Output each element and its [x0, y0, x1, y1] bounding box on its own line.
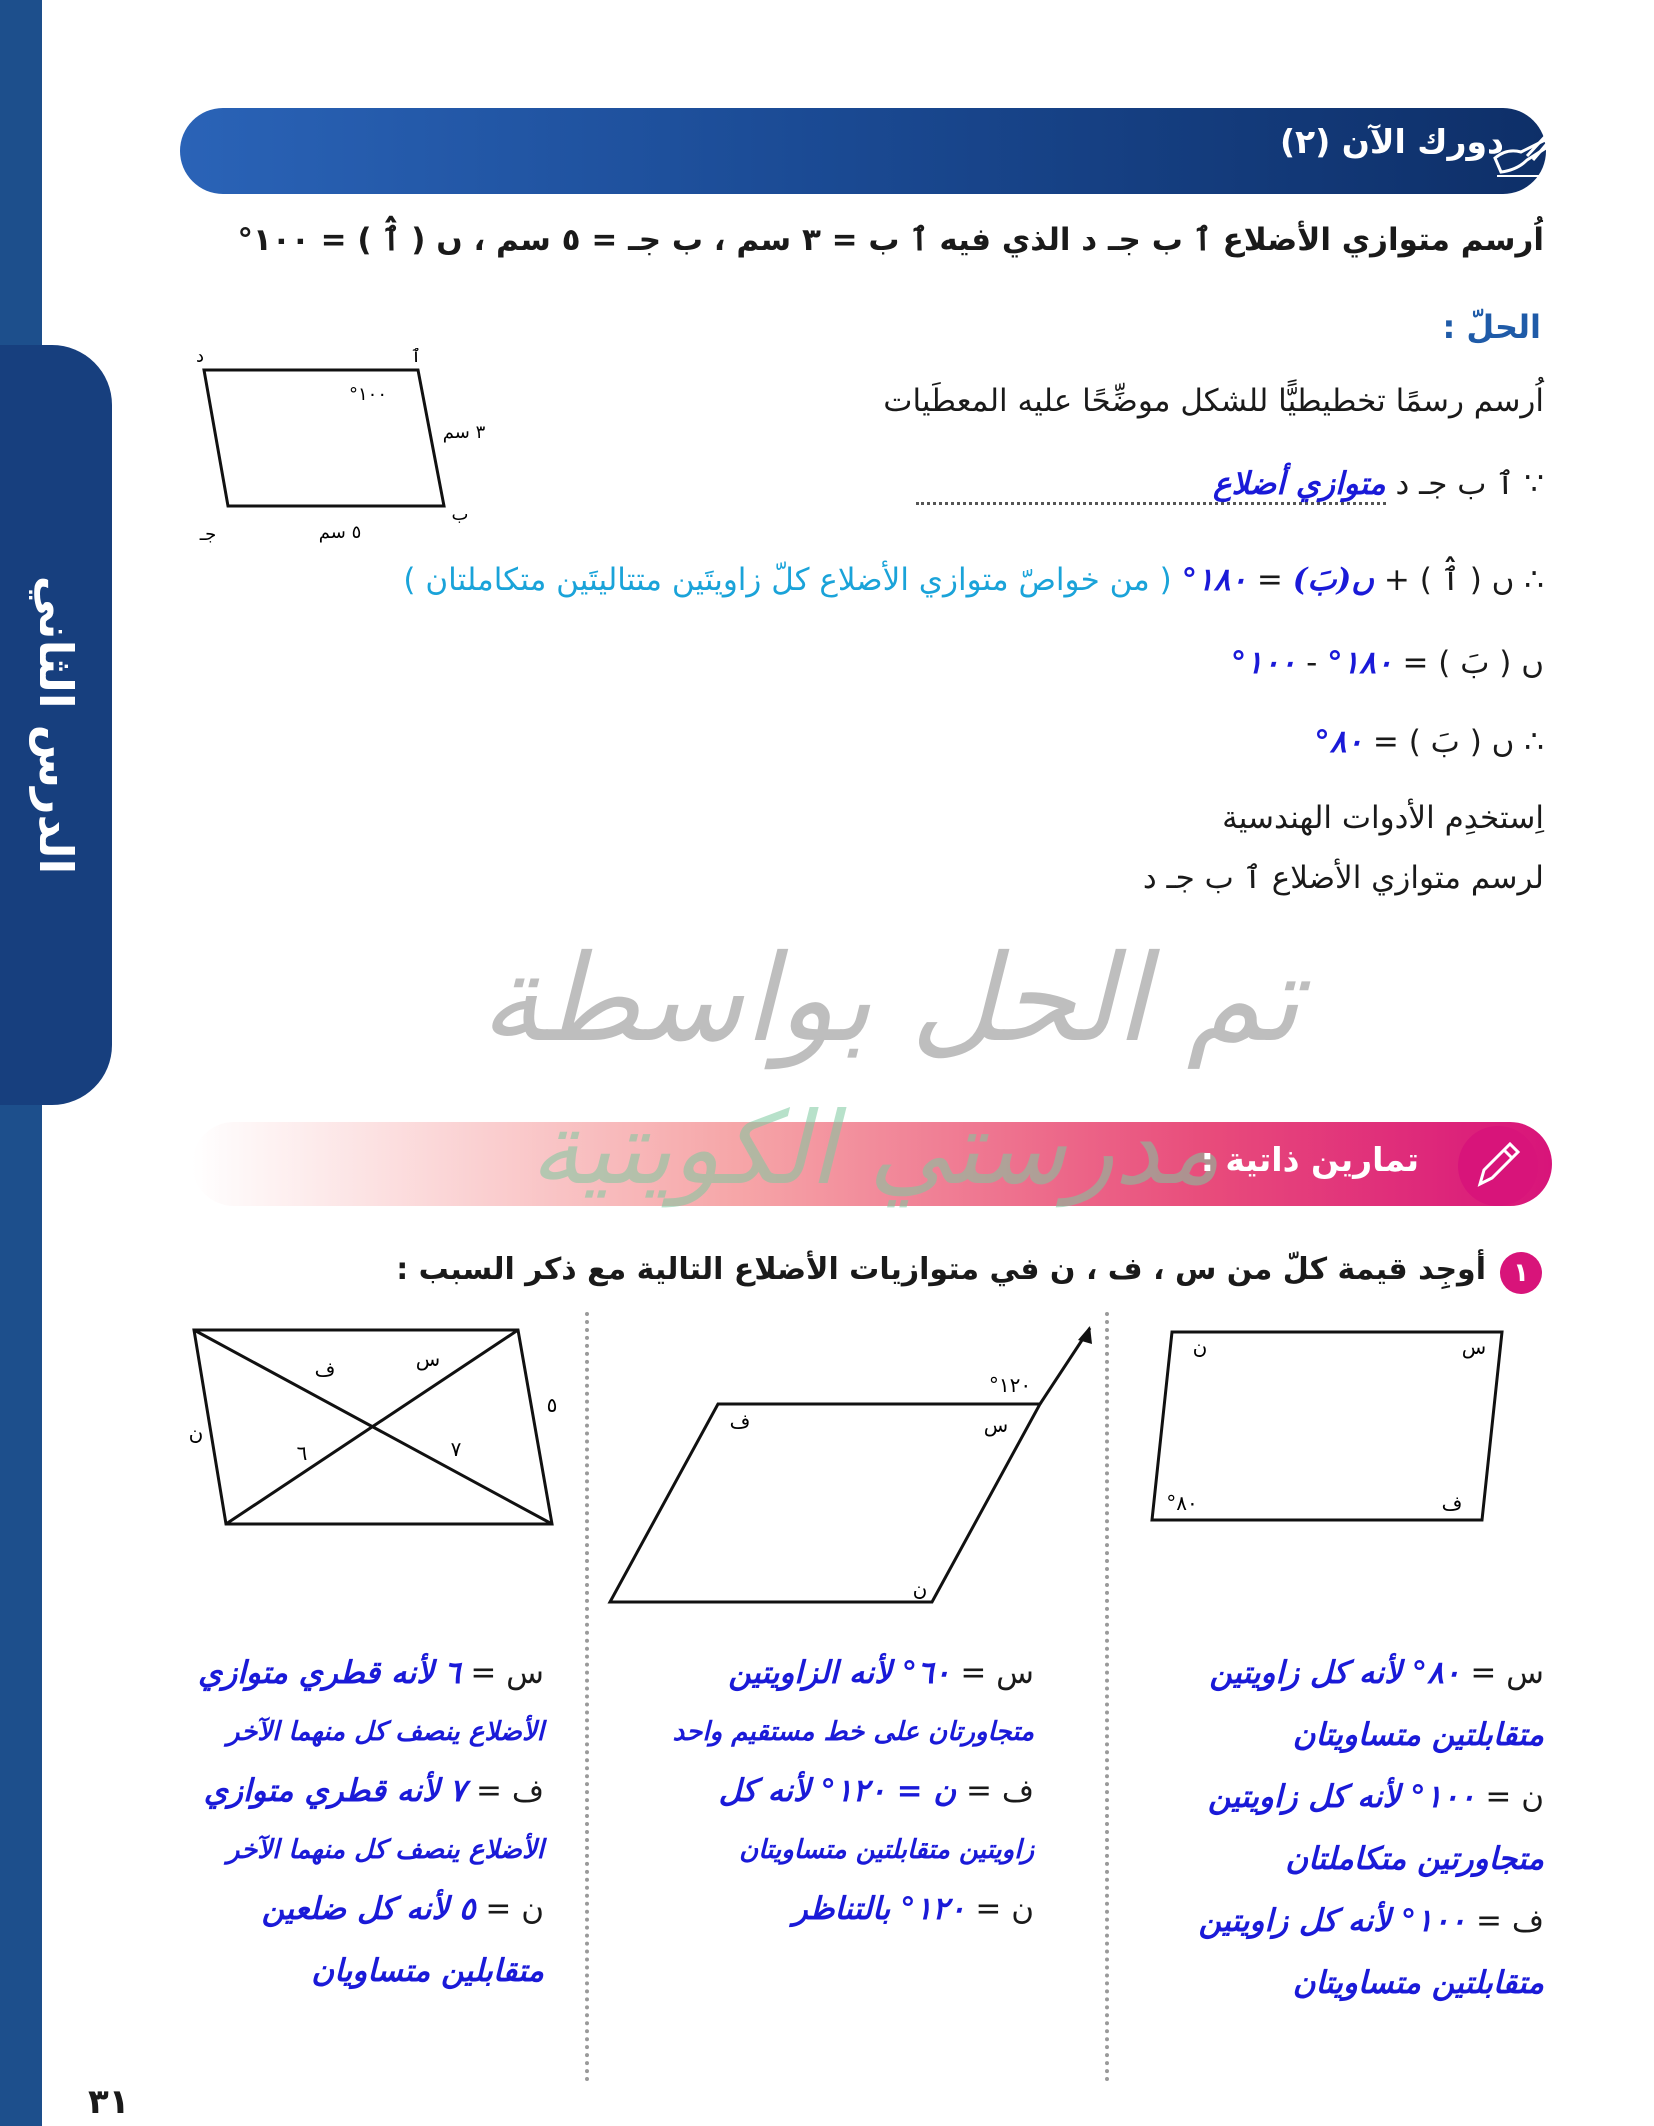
fig1-angle: ٨٠°: [1166, 1491, 1198, 1515]
watermark-line1: تم الحل بواسطة: [480, 930, 1300, 1069]
step2-answer-line: [916, 466, 1386, 505]
sketch-vertex-b: ب: [451, 504, 469, 525]
fig2-label-n: ن: [912, 1577, 928, 1601]
solution-label: الحلّ :: [1442, 308, 1541, 346]
sketch-shape: [204, 370, 444, 506]
step4-answer-b: ١٠٠°: [1230, 645, 1297, 681]
lesson-tab-label: الدرس الثاني: [28, 575, 83, 875]
pencil-icon: [1452, 1122, 1544, 1210]
step4-answer-a: ١٨٠°: [1327, 645, 1393, 681]
fig2-answers: [564, 1655, 1034, 1927]
step4-mid: -: [1296, 645, 1318, 681]
fig2-reason-s: متجاورتان على خط مستقيم واحد: [672, 1717, 1034, 1747]
solution-step1: اُرسم رسمًا تخطيطيًّا للشكل موضِّحًا عليه المعطَيات: [883, 383, 1544, 419]
step2-prefix: ∵ ٱ ب جـ د: [1395, 466, 1544, 502]
fig1-label-f: ف: [1441, 1491, 1463, 1515]
step3-answer-a: ں(بَ): [1292, 562, 1375, 598]
watermark-line2: مدرستي الكويتية: [530, 1090, 1221, 1207]
solution-step2: [916, 466, 1544, 505]
fig2-answer-n: ن = ١٢٠° بالتناظر: [792, 1891, 1034, 1927]
step3-prefix: ∴ ں ( ٱ̂ ) +: [1374, 562, 1544, 598]
fig1-label-n: ن: [1192, 1335, 1208, 1359]
question-text: اُرسم متوازي الأضلاع ٱ ب جـ د الذي فيه ٱ ب = ٣ سم ، ب جـ = ٥ سم ، ں ( ٱ̂ ) = ١٠٠°: [237, 222, 1544, 258]
step3-answer-b: ١٨٠°: [1181, 562, 1248, 598]
figure-3: [180, 1320, 580, 1540]
fig2-label-s: س: [983, 1413, 1009, 1437]
fig2-answer-f: ف = ن = ١٢٠° لأنه كل: [718, 1773, 1034, 1809]
step5-prefix: ∴ ں ( بَ ) =: [1363, 724, 1544, 760]
fig3-answer-n: ن = ٥ لأنه كل ضلعين: [261, 1891, 544, 1927]
fig3-label-s: س: [415, 1347, 441, 1371]
sketch-vertex-c: جـ: [199, 524, 217, 545]
fig2-angle: ١٢٠°: [988, 1373, 1032, 1397]
solution-step6-line2: لرسم متوازي الأضلاع ٱ ب جـ د: [1142, 860, 1544, 896]
sketch-parallelogram: [180, 348, 510, 548]
fig1-reason-s: متقابلتين متساويتان: [1292, 1717, 1544, 1753]
solution-step3: [403, 562, 1544, 598]
exercise-question-text: أوجِد قيمة كلّ من س ، ف ، ن في متوازيات الأضلاع التالية مع ذكر السبب :: [396, 1252, 1486, 1287]
sketch-side-bc: ٥ سم: [318, 522, 362, 543]
figure-1: [1130, 1320, 1530, 1540]
fig3-answer-f: ف = ٧ لأنه قطري متوازي: [203, 1773, 544, 1809]
fig2-answer-s: س = ٦٠° لأنه الزاويتين: [728, 1655, 1034, 1691]
fig3-seg-7: ٧: [450, 1437, 462, 1461]
fig2-shape: [610, 1404, 1040, 1602]
banner-title: دورك الآن (٢): [1279, 122, 1504, 161]
sketch-side-ab: ٣ سم: [442, 422, 486, 443]
fig1-answer-f: ف = ١٠٠° لأنه كل زاويتين: [1198, 1903, 1544, 1939]
fig1-reason-n: متجاورتين متكاملتان: [1285, 1841, 1544, 1877]
sketch-vertex-a: ٱ: [410, 348, 422, 367]
fig3-seg-5: ٥: [546, 1393, 558, 1417]
page-number: ٣١: [88, 2082, 130, 2122]
hand-writing-icon: [1487, 118, 1559, 184]
solution-step4: [1231, 645, 1544, 681]
solution-step6-line1: اِستخدِم الأدوات الهندسية: [1222, 800, 1544, 836]
fig3-reason-s: الأضلاع ينصف كل منهما الآخر: [226, 1717, 544, 1747]
fig3-label-f: ف: [314, 1357, 336, 1381]
sketch-angle-label: ١٠٠°: [348, 384, 388, 405]
sketch-vertex-d: د: [195, 348, 205, 367]
fig3-reason-f: الأضلاع ينصف كل منهما الآخر: [226, 1835, 544, 1865]
question-number-badge: ١: [1500, 1252, 1542, 1294]
fig1-answer-s: س = ٨٠° لأنه كل زاويتين: [1209, 1655, 1544, 1691]
fig3-diagonal-2: [226, 1330, 518, 1524]
fig2-reason-f: زاويتين متقابلتين متساويتان: [739, 1835, 1034, 1865]
fig1-answer-n: ن = ١٠٠° لأنه كل زاويتين: [1207, 1779, 1544, 1815]
step5-answer: ٨٠°: [1314, 724, 1364, 760]
fig3-reason-n: متقابلين متساويان: [311, 1953, 544, 1989]
exercises-title: تمارين ذاتية :: [1200, 1140, 1419, 1179]
step4-prefix: ں ( بَ ) =: [1392, 645, 1544, 681]
fig1-label-s: س: [1461, 1335, 1487, 1359]
fig3-seg-6: ٦: [296, 1441, 308, 1465]
fig2-label-f: ف: [729, 1409, 751, 1433]
lesson-tab-label-wrap: [0, 345, 112, 1105]
solution-step5: [1314, 724, 1544, 760]
step2-answer: متوازي أضلاع: [1213, 466, 1386, 502]
fig1-answers: [1114, 1655, 1544, 2001]
fig1-reason-f: متقابلتين متساويتان: [1292, 1965, 1544, 2001]
fig3-label-n: ن: [188, 1421, 204, 1445]
fig3-answers: [84, 1655, 544, 1989]
figure-2: [600, 1320, 1100, 1620]
column-divider-right: [1105, 1312, 1109, 2082]
step3-reason: ( من خواصّ متوازي الأضلاع كلّ زاويتَين متتاليتَين متكاملتان ): [403, 562, 1172, 598]
fig3-answer-s: س = ٦ لأنه قطري متوازي: [198, 1655, 544, 1691]
step3-mid: =: [1247, 562, 1283, 598]
